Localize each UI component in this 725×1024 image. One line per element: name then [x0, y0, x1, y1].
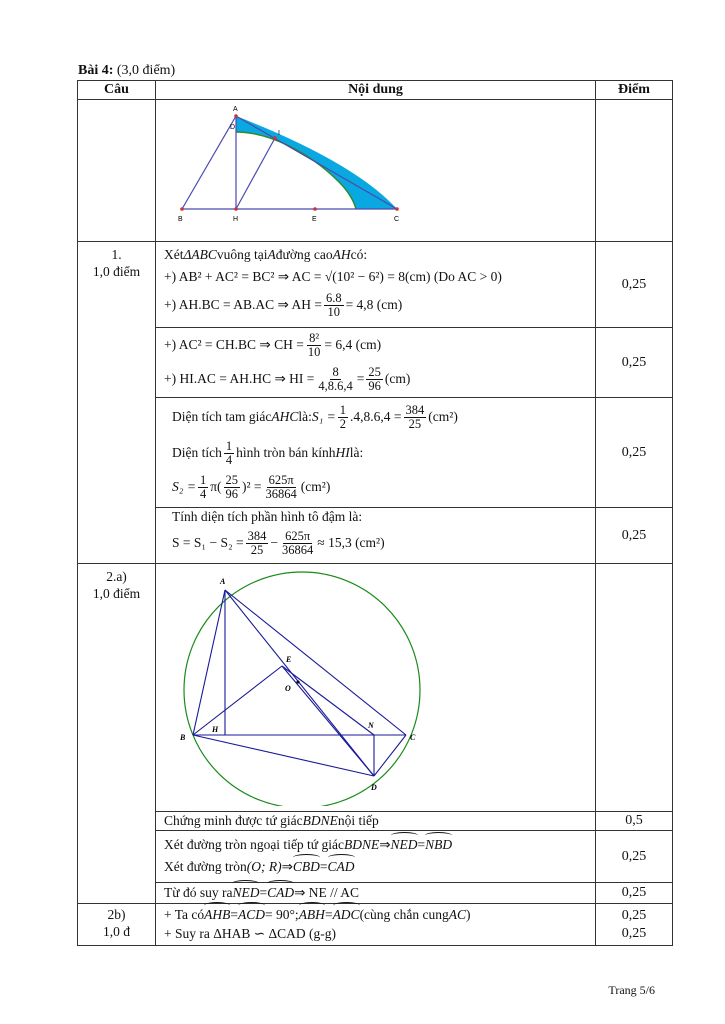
circle-figure	[172, 566, 432, 806]
svg-text:D: D	[371, 783, 377, 792]
q2b-line2: + Suy ra ΔHAB ∽ ΔCAD (g-g)	[164, 926, 337, 941]
answer-table	[77, 80, 673, 946]
svg-text:A: A	[220, 577, 226, 586]
svg-text:I: I	[278, 130, 280, 137]
svg-text:H: H	[212, 725, 219, 734]
svg-text:H: H	[233, 216, 239, 223]
q1-r3-line1: Diện tích tam giác AHC là: S₁ = $\frac{1}{2}$ .4,8.6,4 = $\frac{384}{25}$ (cm²)	[172, 402, 458, 431]
q2a-label: 2.a) 1,0 điểm	[78, 564, 156, 904]
q1-row4	[78, 508, 673, 564]
q2a-figure-row	[78, 564, 673, 812]
q2a-line2: Xét đường tròn ngoại tiếp tứ giác BDNE ⇒ NED = NBD	[164, 837, 453, 852]
q2b-row	[78, 904, 673, 946]
q1-score1: 0,25	[596, 242, 673, 328]
q1-line1: Xét ΔABC vuông tại A đường cao AH có:	[164, 247, 368, 262]
q2a-score2: 0,25	[596, 831, 673, 883]
page-number: Trang 5/6	[608, 983, 655, 997]
q1-score4: 0,25	[596, 508, 673, 564]
table-header-row	[78, 81, 673, 100]
header-noidung: Nội dung	[156, 81, 596, 100]
svg-text:C: C	[410, 733, 416, 742]
q2a-score3: 0,25	[596, 883, 673, 904]
q2a-row2	[78, 831, 673, 883]
svg-text:A: A	[233, 106, 238, 113]
q2b-line1: + Ta có AHB = ACD = 90°; ABH = ADC (cùng chắn cung AC )	[164, 907, 471, 922]
q1-row2	[78, 328, 673, 398]
figure1-cell	[156, 100, 596, 242]
q1-r2-line2: +) HI.AC = AH.HC ⇒ HI = $\frac{8}{4,8.6,4}$ = $\frac{25}{96}$ (cm)	[164, 364, 411, 393]
q2a-row3	[78, 883, 673, 904]
q2b-label: 2b) 1,0 đ	[78, 904, 156, 946]
header-cau: Câu	[78, 81, 156, 100]
q1-r2-line1: +) AC² = CH.BC ⇒ CH = $\frac{\text{8²}}{10}$ = 6,4 (cm)	[164, 330, 382, 359]
q2a-line3: Xét đường tròn (O; R) ⇒ CBD = CAD	[164, 859, 355, 874]
svg-text:B: B	[180, 733, 186, 742]
q1-r3-line2: Diện tích $\frac{1}{4}$ hình tròn bán kính HI là:	[172, 438, 364, 467]
svg-text:O: O	[285, 684, 291, 693]
svg-text:N: N	[368, 721, 374, 730]
q1-label: 1. 1,0 điểm	[78, 242, 156, 564]
figure1-row	[78, 100, 673, 242]
q1-line2: +) AB² + AC² = BC² ⇒ AC = √(10² − 6²) = 8(cm) (Do AC > 0)	[164, 269, 502, 284]
q1-row1	[78, 242, 673, 328]
q1-r4-line1: Tính diện tích phần hình tô đậm là:	[172, 509, 363, 524]
q2a-line1: Chứng minh được tứ giác BDNE nội tiếp	[164, 813, 379, 828]
q1-r4-line2: S = S₁ − S₂ = $\frac{384}{25}$ − $\frac{625\pi}{36864}$ ≈ 15,3 (cm²)	[172, 528, 385, 557]
q1-score3: 0,25	[596, 398, 673, 508]
q2a-score1: 0,5	[596, 812, 673, 831]
triangle-figure	[174, 102, 414, 228]
q1-score2: 0,25	[596, 328, 673, 398]
q2b-scores: 0,25 0,25	[596, 904, 673, 946]
svg-text:D: D	[230, 124, 236, 131]
svg-text:C: C	[394, 216, 400, 223]
svg-text:E: E	[312, 216, 317, 223]
q1-line3: +) AH.BC = AB.AC ⇒ AH = $\frac{6.8}{10}$ = 4,8 (cm)	[164, 290, 403, 319]
header-diem: Điểm	[596, 81, 673, 100]
svg-text:E: E	[286, 655, 292, 664]
q2a-line4: Từ đó suy ra NED = CAD ⇒ NE // AC	[164, 885, 360, 900]
section-heading: Bài 4: (3,0 điểm)	[78, 63, 176, 78]
q2a-row1	[78, 812, 673, 831]
svg-text:B: B	[178, 216, 183, 223]
q1-r3-line3: S₂ = $\frac{1}{4}$ π( $\frac{25}{96}$ )² = $\frac{625\pi}{36864}$ (cm²)	[172, 472, 331, 501]
q1-row3	[78, 398, 673, 508]
